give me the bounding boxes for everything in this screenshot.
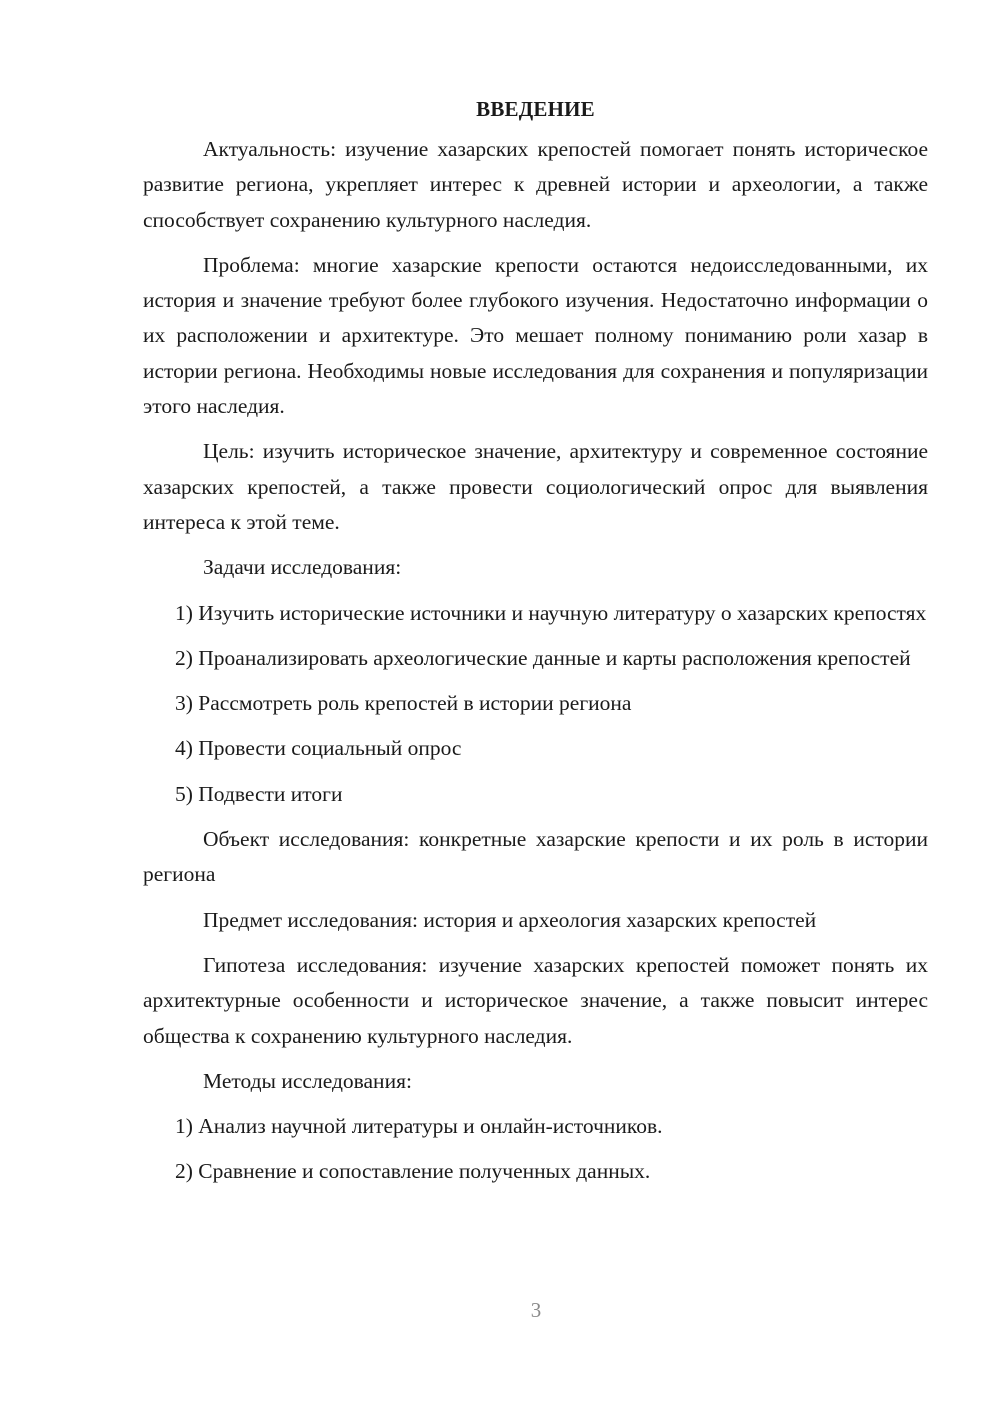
method-item-1: 1) Анализ научной литературы и онлайн-источников. — [175, 1114, 663, 1139]
subject-paragraph: Предмет исследования: история и археология хазарских крепостей — [203, 907, 817, 932]
relevance-paragraph: Актуальность: изучение хазарских крепостей помогает понять историческое развитие региона, укрепляет интерес к древней истории и археологии, а также способствует сохранению культурного наследия. — [143, 137, 928, 232]
method-item-2: 2) Сравнение и сопоставление полученных данных. — [175, 1159, 651, 1184]
document-page — [143, 92, 928, 1200]
problem-paragraph: Проблема: многие хазарские крепости остаются недоисследованными, их история и значение требуют более глубокого изучения. Недостаточно информации о их расположении и архитектуре. Это мешает полному пониманию роли хазар в истории региона. Необходимы новые исследования для сохранения и популяризации этого наследия. — [143, 252, 928, 419]
methods-heading: Методы исследования: — [203, 1068, 412, 1093]
object-paragraph: Объект исследования: конкретные хазарские крепости и их роль в истории региона — [143, 827, 928, 887]
task-item-2: 2) Проанализировать археологические данные и карты расположения крепостей — [175, 645, 911, 670]
task-item-4: 4) Провести социальный опрос — [175, 736, 462, 761]
goal-paragraph: Цель: изучить историческое значение, архитектуру и современное состояние хазарских крепостей, а также провести социологический опрос для выявления интереса к этой теме. — [143, 439, 928, 534]
hypothesis-paragraph: Гипотеза исследования: изучение хазарских крепостей поможет понять их архитектурные особенности и историческое значение, а также повысит интерес общества к сохранению культурного наследия. — [143, 952, 928, 1048]
page-number: 3 — [530, 1298, 542, 1322]
tasks-heading: Задачи исследования: — [203, 555, 402, 580]
section-title: ВВЕДЕНИЕ — [476, 97, 595, 121]
task-item-5: 5) Подвести итоги — [175, 781, 343, 806]
task-item-3: 3) Рассмотреть роль крепостей в истории региона — [175, 691, 632, 716]
task-item-1: 1) Изучить исторические источники и научную литературу о хазарских крепостях — [175, 600, 927, 625]
